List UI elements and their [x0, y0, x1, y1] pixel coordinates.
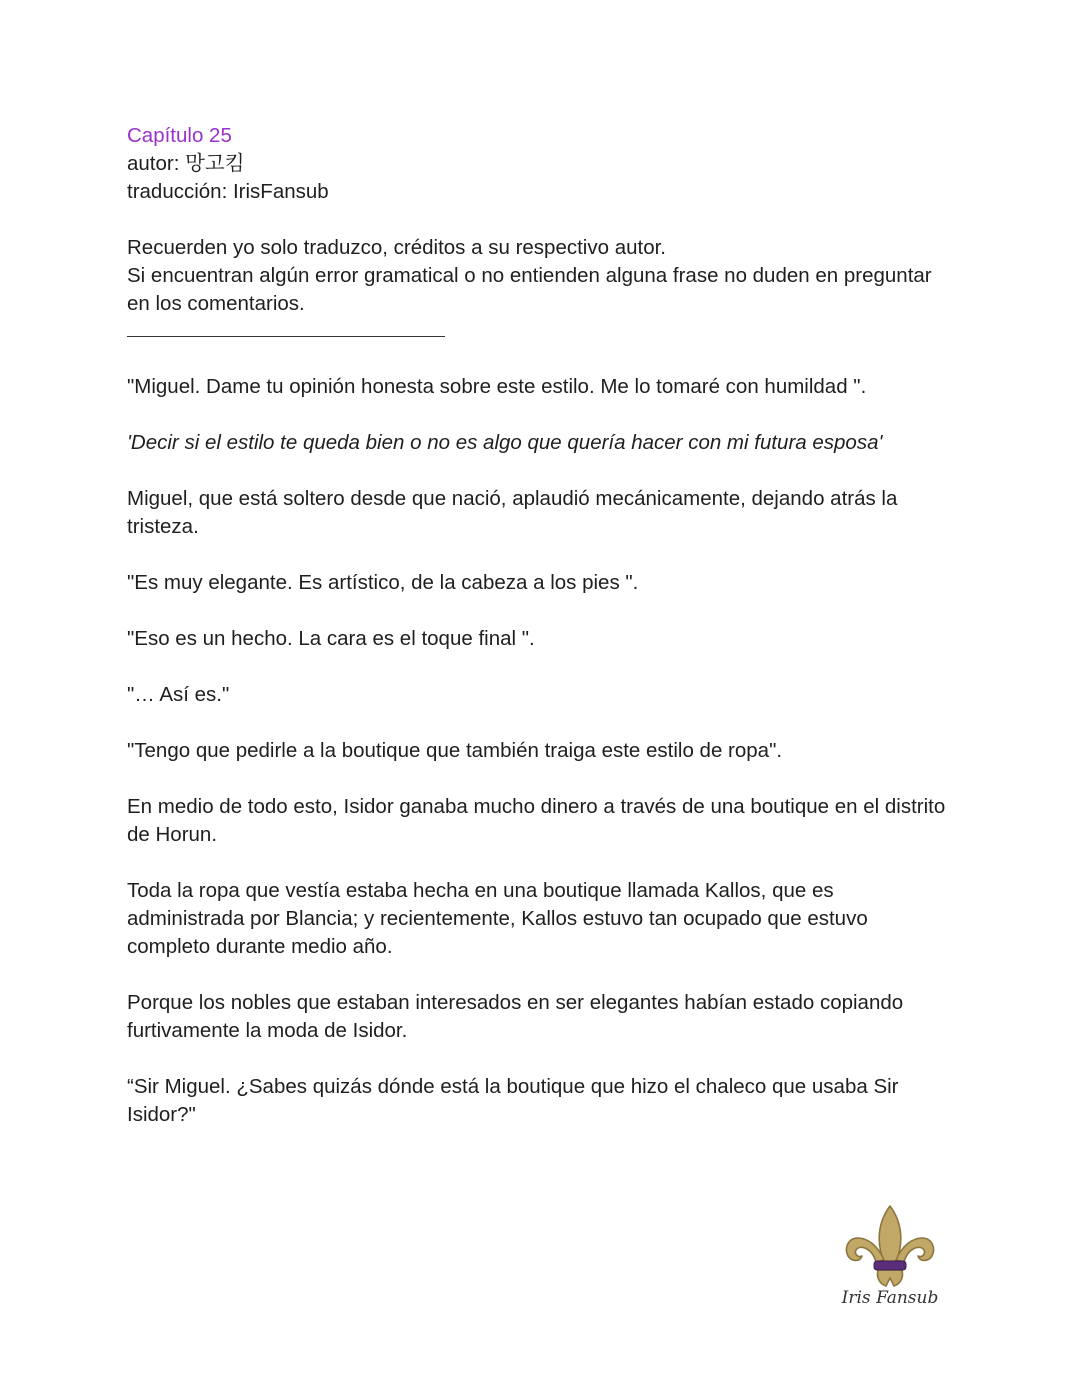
story-paragraph: En medio de todo esto, Isidor ganaba mucho dinero a través de una boutique en el distrito de Horun. [127, 795, 946, 846]
spacer [127, 961, 947, 989]
spacer [127, 1045, 947, 1073]
logo-text: Iris Fansub [841, 1288, 939, 1308]
story-paragraph: Miguel, que está soltero desde que nació, aplaudió mecánicamente, dejando atrás la tristeza. [127, 487, 898, 538]
spacer [127, 597, 947, 625]
story-paragraph: "Eso es un hecho. La cara es el toque final ". [127, 627, 535, 650]
story-paragraph: Porque los nobles que estaban interesados en ser elegantes habían estado copiando furtivamente la moda de Isidor. [127, 991, 904, 1042]
spacer [127, 541, 947, 569]
spacer [127, 653, 947, 681]
spacer [127, 709, 947, 737]
story-paragraph: Toda la ropa que vestía estaba hecha en una boutique llamada Kallos, que es administrada por Blancia; y recientemente, Kallos estuvo tan ocupado que estuvo completo durante medio año. [127, 879, 868, 958]
story-paragraph: "… Así es." [127, 683, 230, 706]
chapter-title: Capítulo 25 [127, 124, 232, 147]
document-body [127, 122, 947, 1129]
author-line: autor: 망고킴 [127, 152, 245, 175]
fleur-de-lis-icon [838, 1200, 942, 1288]
iris-fansub-logo [838, 1200, 942, 1320]
spacer [127, 206, 947, 234]
separator-line [127, 336, 445, 337]
story-thought: 'Decir si el estilo te queda bien o no es algo que quería hacer con mi futura esposa' [127, 431, 883, 454]
spacer [127, 765, 947, 793]
story-paragraph: "Es muy elegante. Es artístico, de la cabeza a los pies ". [127, 571, 639, 594]
spacer [127, 457, 947, 485]
translation-line: traducción: IrisFansub [127, 180, 329, 203]
notice-line-1: Recuerden yo solo traduzco, créditos a su respectivo autor. [127, 236, 666, 259]
notice-line-2: Si encuentran algún error gramatical o no entienden alguna frase no duden en preguntar en los comentarios. [127, 264, 932, 315]
spacer [127, 401, 947, 429]
spacer [127, 849, 947, 877]
story-paragraph: "Tengo que pedirle a la boutique que también traiga este estilo de ropa". [127, 739, 783, 762]
story-paragraph: “Sir Miguel. ¿Sabes quizás dónde está la boutique que hizo el chaleco que usaba Sir Isidor?" [127, 1075, 899, 1126]
story-paragraph: "Miguel. Dame tu opinión honesta sobre este estilo. Me lo tomaré con humildad ". [127, 375, 867, 398]
